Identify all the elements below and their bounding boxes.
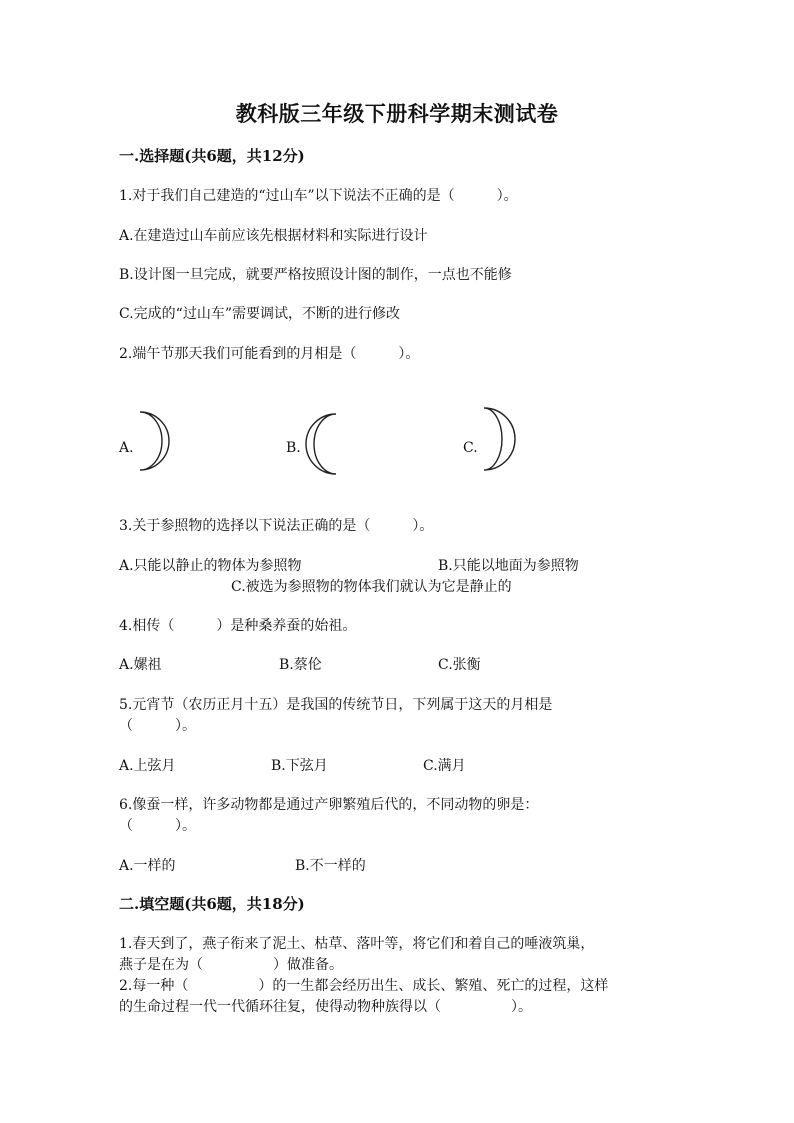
waxing-crescent-moon-icon: [136, 410, 176, 472]
question-5-option-c: C.满月: [423, 758, 466, 774]
question-6-stem-line1: 6.像蚕一样，许多动物都是通过产卵繁殖后代的，不同动物的卵是：: [119, 797, 539, 813]
section-heading-fill-blank: 二.填空题(共6题，共18分): [119, 895, 305, 913]
fill-question-1-line1: 1.春天到了，燕子衔来了泥土、枯草、落叶等，将它们和着自己的唾液筑巢，: [119, 936, 595, 952]
question-6-option-b: B.不一样的: [295, 858, 366, 874]
question-2-stem: 2.端午节那天我们可能看到的月相是（ ）。: [119, 346, 420, 362]
question-5-option-b: B.下弦月: [271, 758, 328, 774]
question-4-option-c: C.张衡: [438, 657, 481, 673]
question-3-option-c: C.被选为参照物的物体我们就认为它是静止的: [231, 579, 512, 595]
question-1-option-c: C.完成的“过山车”需要调试，不断的进行修改: [119, 306, 400, 322]
question-6-stem-line2: （ ）。: [119, 818, 196, 834]
question-1-option-a: A.在建造过山车前应该先根据材料和实际进行设计: [119, 228, 428, 244]
question-4-stem: 4.相传（ ）是种桑养蚕的始祖。: [119, 618, 357, 634]
question-2-option-a: A.: [119, 440, 134, 456]
question-5-option-a: A.上弦月: [119, 758, 176, 774]
page-title: 教科版三年级下册科学期末测试卷: [235, 101, 559, 126]
question-4-option-a: A.嫘祖: [119, 657, 162, 673]
waning-crescent-moon-icon: [300, 412, 340, 476]
question-3-option-b: B.只能以地面为参照物: [438, 558, 579, 574]
question-3-option-a: A.只能以静止的物体为参照物: [119, 558, 302, 574]
fill-question-2-line1: 2.每一种（ ）的一生都会经历出生、成长、繁殖、死亡的过程，这样: [119, 978, 609, 994]
question-4-option-b: B.蔡伦: [279, 657, 322, 673]
question-1-stem: 1.对于我们自己建造的“过山车”以下说法不正确的是（ ）。: [119, 188, 518, 204]
question-5-stem-line2: （ ）。: [119, 718, 196, 734]
question-2-option-b: B.: [286, 440, 301, 456]
question-5-stem-line1: 5.元宵节（农历正月十五）是我国的传统节日，下列属于这天的月相是: [119, 697, 553, 713]
question-6-option-a: A.一样的: [119, 858, 176, 874]
question-2-option-c: C.: [463, 440, 478, 456]
fill-question-1-line2: 燕子是在为（ ）做准备。: [119, 957, 343, 973]
question-3-stem: 3.关于参照物的选择以下说法正确的是（ ）。: [119, 518, 434, 534]
question-1-option-b: B.设计图一旦完成，就要严格按照设计图的制作，一点也不能修: [119, 267, 512, 283]
fill-question-2-line2: 的生命过程一代一代循环往复，使得动物种族得以（ ）。: [119, 999, 532, 1015]
section-heading-choice: 一.选择题(共6题，共12分): [119, 147, 305, 165]
waxing-gibbous-moon-icon: [478, 406, 524, 472]
